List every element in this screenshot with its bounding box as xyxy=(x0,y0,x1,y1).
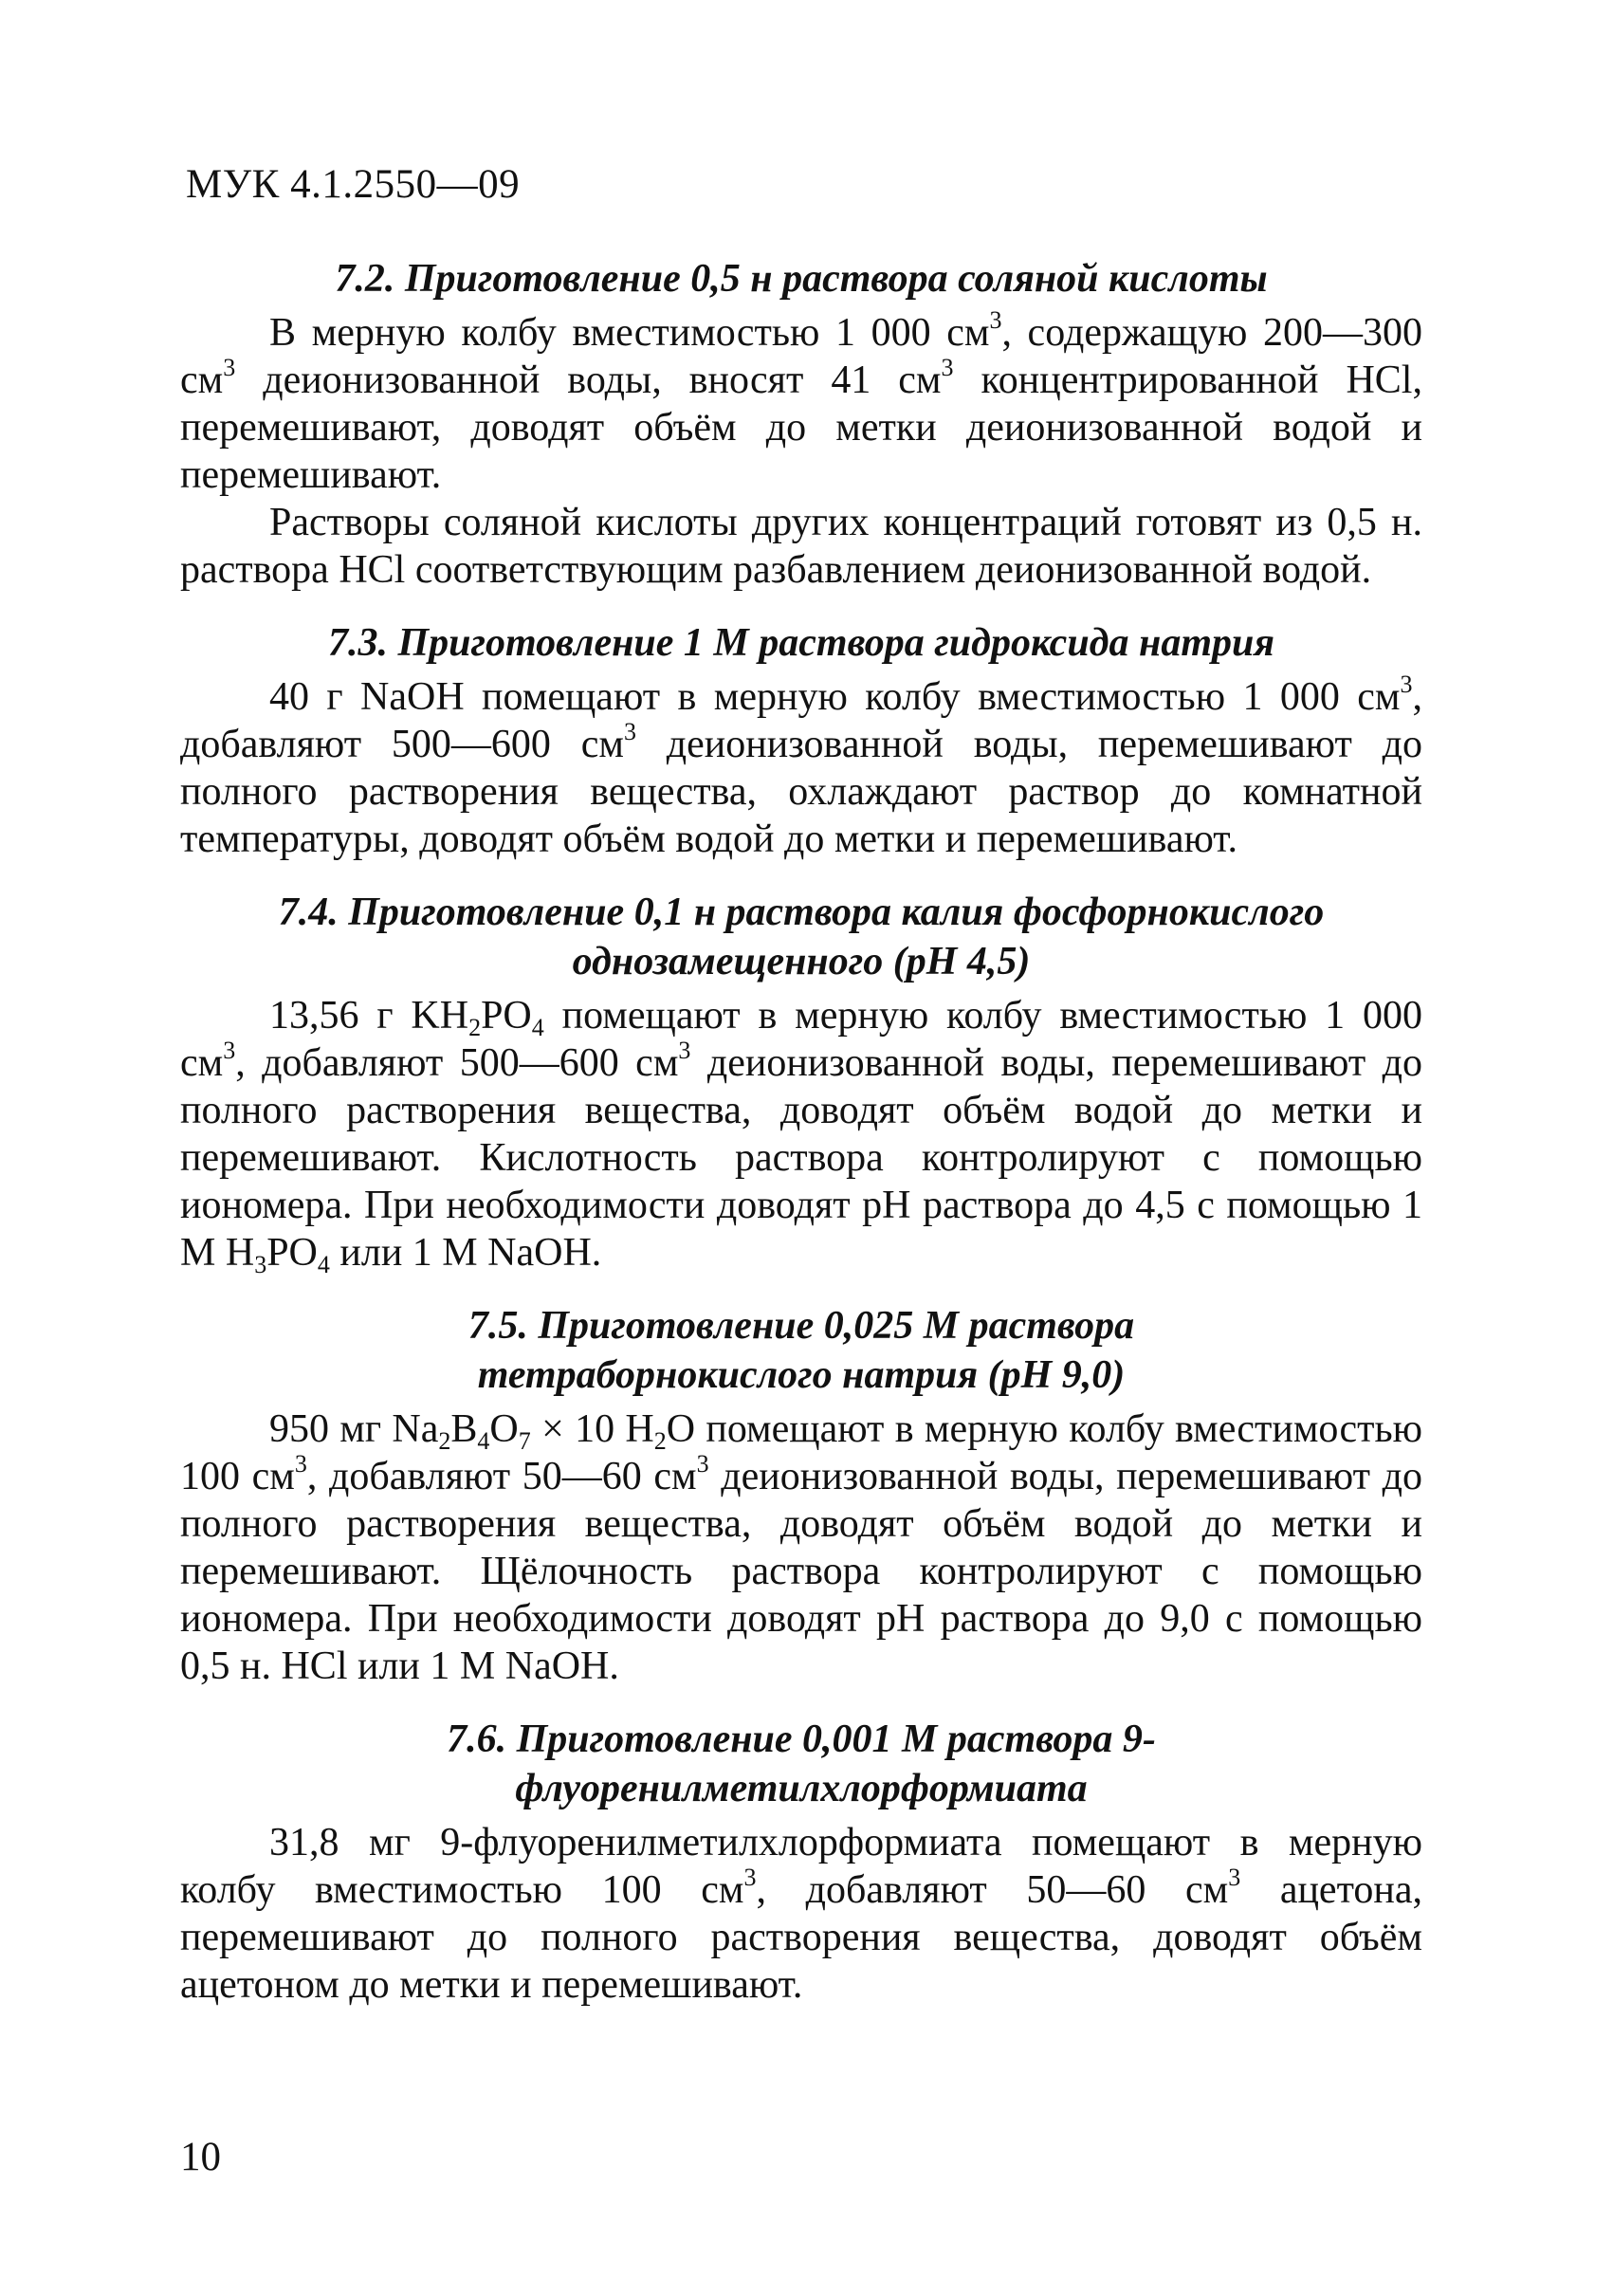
text-run: , добавляют 50—60 см xyxy=(306,1455,697,1498)
superscript: 3 xyxy=(223,354,236,381)
text-run: ацетона, перемешивают до полного растворения вещества, доводят объём ацетоном до метки и перемешивают. xyxy=(180,1868,1422,2007)
subscript: 7 xyxy=(518,1427,531,1455)
section-title-line: 7.6. Приготовление 0,001 М раствора 9- xyxy=(447,1717,1156,1761)
section-title-line: 7.2. Приготовление 0,5 н раствора соляной кислоты xyxy=(335,257,1268,301)
text-run: помещают в мерную колбу вместимостью 1 000 см xyxy=(180,994,1422,1085)
section-title xyxy=(180,618,1422,668)
text-run: PO xyxy=(481,994,532,1038)
section-title xyxy=(180,254,1422,303)
superscript: 3 xyxy=(223,1037,236,1064)
text-run: или 1 М NaOH. xyxy=(329,1231,602,1275)
section-title xyxy=(180,1715,1422,1813)
section-title xyxy=(180,888,1422,986)
subscript: 4 xyxy=(317,1251,330,1278)
text-run: 13,56 г KH xyxy=(269,994,469,1038)
superscript: 3 xyxy=(294,1450,307,1478)
text-run: деионизованной воды, перемешивают до полного растворения вещества, доводят объём водой до метки и перемешивают. Кислотность раствора контролируют с помощью иономера. При необходимости доводят pH раствора до 4,5 с помощью 1 М H xyxy=(180,1041,1422,1275)
text-run: деионизованной воды, перемешивают до полного растворения вещества, охлаждают раствор до комнатной температуры, доводят объём водой до метки и перемешивают. xyxy=(180,723,1422,861)
section-7-4 xyxy=(180,888,1422,1277)
page-number: 10 xyxy=(180,2135,221,2179)
superscript: 3 xyxy=(989,306,1002,334)
section-title-line: 7.3. Приготовление 1 М раствора гидроксида натрия xyxy=(328,621,1274,665)
text-run: B xyxy=(450,1407,478,1451)
superscript: 3 xyxy=(696,1450,709,1478)
subscript: 3 xyxy=(254,1251,267,1278)
text-run: O помещают в мерную колбу вместимостью 100 см xyxy=(180,1407,1423,1498)
superscript: 3 xyxy=(1400,670,1413,698)
text-run: 950 мг Na xyxy=(269,1407,439,1451)
superscript: 3 xyxy=(1228,1864,1241,1891)
paragraph xyxy=(180,1405,1422,1690)
text-run: 40 г NaOH помещают в мерную колбу вместимостью 1 000 см xyxy=(269,675,1401,719)
text-run: , добавляют 500—600 см xyxy=(180,675,1422,766)
subscript: 4 xyxy=(531,1014,544,1041)
subscript: 2 xyxy=(438,1427,451,1455)
superscript: 3 xyxy=(743,1864,757,1891)
text-run: деионизованной воды, перемешивают до полного растворения вещества, доводят объём водой до метки и перемешивают. Щёлочность раствора контролируют с помощью иономера. При необходимости доводят pH раствора до 9,0 с помощью 0,5 н. HCl или 1 М NaOH. xyxy=(180,1455,1422,1688)
paragraph xyxy=(180,499,1422,594)
text-run: концентрированной HCl, перемешивают, доводят объём до метки деионизованной водой и перемешивают. xyxy=(180,358,1422,497)
section-title-line: флуоренилметилхлорформиата xyxy=(515,1767,1088,1810)
superscript: 3 xyxy=(623,718,636,745)
paragraph xyxy=(180,992,1422,1277)
superscript: 3 xyxy=(678,1037,691,1064)
superscript: 3 xyxy=(941,354,954,381)
document-body xyxy=(180,254,1422,2033)
document-header-code: МУК 4.1.2550—09 xyxy=(186,162,521,207)
section-title xyxy=(180,1301,1422,1400)
paragraph xyxy=(180,306,1422,499)
subscript: 4 xyxy=(477,1427,490,1455)
text-run: В мерную колбу вместимостью 1 000 см xyxy=(269,311,990,355)
text-run: деионизованной воды, вносят 41 см xyxy=(235,358,942,402)
section-7-5 xyxy=(180,1301,1422,1690)
section-7-3 xyxy=(180,618,1422,863)
text-run: , содержащую 200—300 см xyxy=(180,311,1422,402)
text-run: PO xyxy=(266,1231,318,1275)
section-title-line: 7.4. Приготовление 0,1 н раствора калия фосфорнокислого xyxy=(278,891,1325,934)
section-title-line: тетраборнокислого натрия (рН 9,0) xyxy=(477,1353,1126,1397)
section-title-line: однозамещенного (рН 4,5) xyxy=(572,940,1031,983)
paragraph xyxy=(180,670,1422,863)
text-run: × 10 H xyxy=(530,1407,654,1451)
subscript: 2 xyxy=(468,1014,482,1041)
section-7-6 xyxy=(180,1715,1422,2009)
paragraph xyxy=(180,1819,1422,2009)
subscript: 2 xyxy=(653,1427,667,1455)
text-run: O xyxy=(489,1407,519,1451)
text-run: 31,8 мг 9-флуоренилметилхлорформиата помещают в мерную колбу вместимостью 100 см xyxy=(180,1821,1422,1912)
section-7-2 xyxy=(180,254,1422,594)
section-title-line: 7.5. Приготовление 0,025 М раствора xyxy=(467,1304,1135,1348)
text-run: , добавляют 50—60 см xyxy=(756,1868,1229,1912)
text-run: Растворы соляной кислоты других концентраций готовят из 0,5 н. раствора HCl соответствующим разбавлением деионизованной водой. xyxy=(180,501,1422,592)
text-run: , добавляют 500—600 см xyxy=(235,1041,679,1085)
